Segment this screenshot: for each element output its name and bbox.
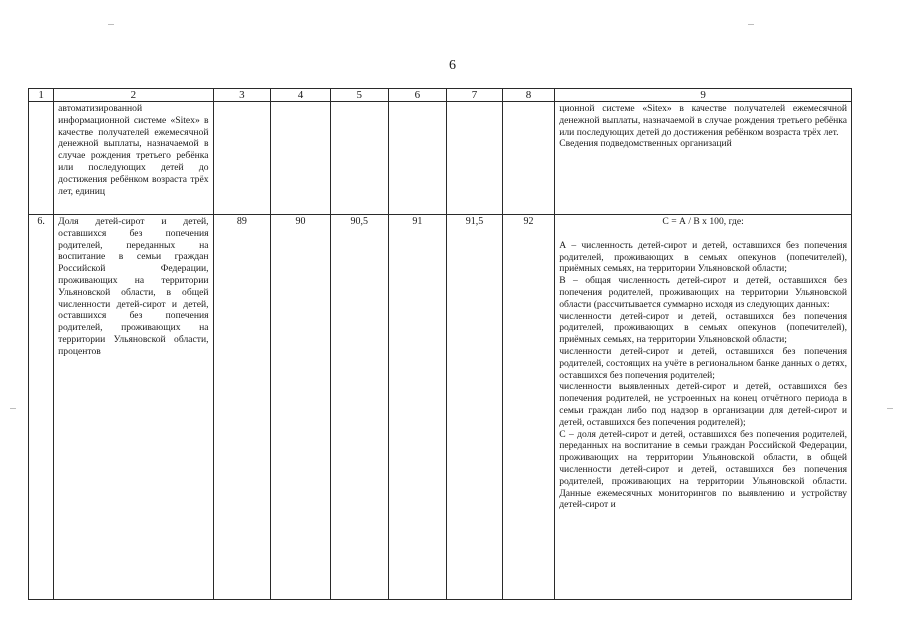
column-header: 2 <box>54 89 213 102</box>
column-header: 4 <box>271 89 331 102</box>
methodology-paragraph: В – общая численность детей-сирот и детей, оставшихся без попечения родителей, проживающих на территории Ульяновской области (рассчитывается суммарно исходя из следующих данных: <box>559 275 847 310</box>
column-header: 6 <box>388 89 447 102</box>
value-cell <box>388 102 447 215</box>
table-header-row <box>29 89 852 102</box>
methodology-paragraph: С – доля детей-сирот и детей, оставшихся без попечения родителей, переданных на воспитание в семьи граждан Российской Федерации, проживающих на территории Ульяновской области, в общей численности детей-сирот и детей, оставшихся без попечения родителей, проживающих на территории Ульяновской области. Данные ежемесячных мониторингов по выявлению и устройству детей-сирот и <box>559 428 847 511</box>
data-table <box>28 88 852 600</box>
value-cell: 91 <box>388 215 447 600</box>
methodology-paragraph: А – численность детей-сирот и детей, оставшихся без попечения родителей, проживающих в семьях опекунов (попечителей), приёмных семьях, на территории Ульяновской области; <box>559 239 847 275</box>
column-header: 9 <box>555 89 852 102</box>
value-cell: 92 <box>502 215 554 600</box>
value-cell <box>213 102 271 215</box>
column-header: 8 <box>502 89 554 102</box>
value-cell <box>447 102 503 215</box>
indicator-name-cell: автоматизированной информационной системе «Sitex» в качестве получателей ежемесячной денежной выплаты, назначаемой в случае рождения третьего ребёнка или последующих детей до достижения ребёнком возраста трёх лет, единиц <box>54 102 213 215</box>
column-header: 3 <box>213 89 271 102</box>
value-cell <box>330 102 388 215</box>
row-number-cell: 6. <box>29 215 54 600</box>
formula: С = А / В х 100, где: <box>662 216 744 227</box>
table-row-continued <box>29 102 852 215</box>
value-cell: 90 <box>271 215 331 600</box>
value-cell: 91,5 <box>447 215 503 600</box>
value-cell: 89 <box>213 215 271 600</box>
methodology-paragraph: ционной системе «Sitex» в качестве получателей ежемесячной денежной выплаты, назначаемой в случае рождения третьего ребёнка или последующих детей до достижения ребёнком возраста трёх лет. <box>559 103 847 138</box>
row-number-cell <box>29 102 54 215</box>
methodology-paragraph: Сведения подведомственных организаций <box>559 138 732 150</box>
indicator-name-cell: Доля детей-сирот и детей, оставшихся без попечения родителей, переданных на воспитание в семьи граждан Российской Федерации, проживающих на территории Ульяновской области, в общей численности детей-сирот и детей, оставшихся без попечения родителей, проживающих на территории Ульяновской области, процентов <box>54 215 213 600</box>
scan-speck <box>887 408 893 409</box>
column-header: 1 <box>29 89 54 102</box>
methodology-paragraph: численности детей-сирот и детей, оставшихся без попечения родителей, состоящих на учёте в региональном банке данных о детях, оставшихся без попечения родителей; <box>559 345 847 381</box>
methodology-paragraph: численности детей-сирот и детей, оставшихся без попечения родителей, проживающих в семьях опекунов (попечителей), приёмных семьях, на территории Ульяновской области; <box>559 310 847 346</box>
scan-speck <box>108 24 114 25</box>
scan-speck <box>10 408 16 409</box>
value-cell: 90,5 <box>330 215 388 600</box>
table-row-6 <box>29 215 852 600</box>
methodology-cell <box>555 102 852 215</box>
methodology-paragraph: численности выявленных детей-сирот и детей, оставшихся без попечения родителей, не устроенных на конец отчётного периода в семьи граждан либо под надзор в организации для детей-сирот и детей, оставшихся без попечения родителей); <box>559 381 847 428</box>
scan-speck <box>748 24 754 25</box>
methodology-cell <box>555 215 852 600</box>
column-header: 7 <box>447 89 503 102</box>
value-cell <box>502 102 554 215</box>
column-header: 5 <box>330 89 388 102</box>
value-cell <box>271 102 331 215</box>
page-number: 6 <box>449 58 456 73</box>
